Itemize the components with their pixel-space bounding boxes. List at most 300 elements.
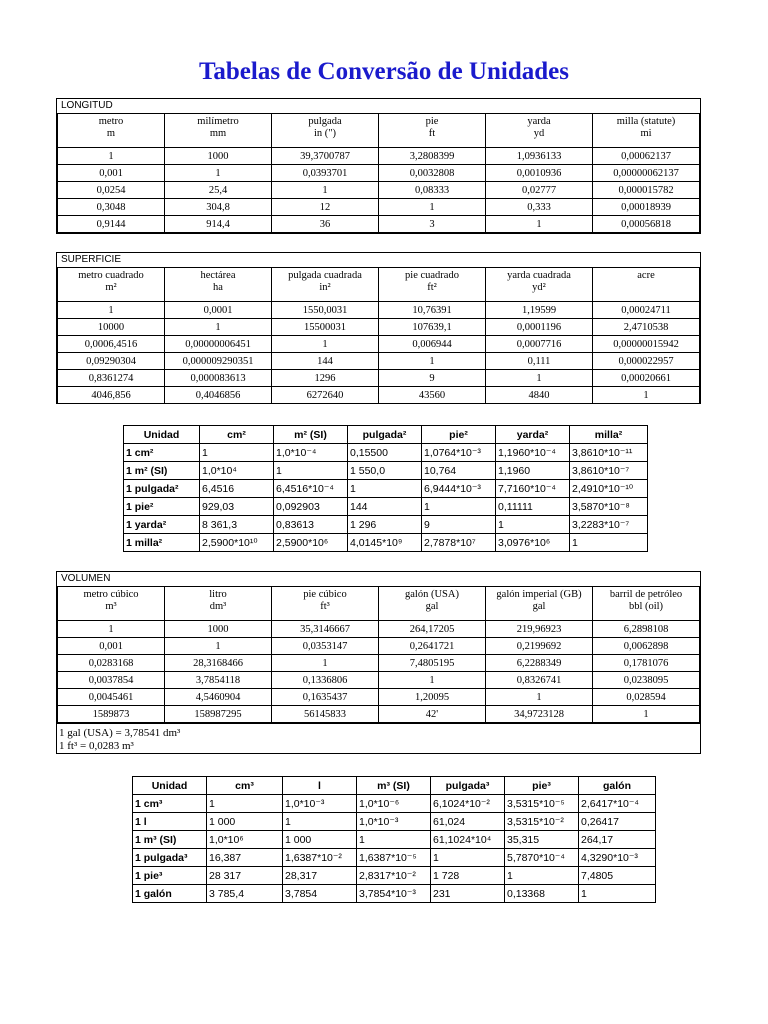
table-cell: 1 (505, 867, 579, 885)
column-header: pie² (422, 426, 496, 444)
table-cell: 0,001 (58, 638, 165, 655)
header-name: metro (98, 116, 124, 127)
header-name: pie cuadrado (405, 270, 459, 281)
column-header: m² (SI) (274, 426, 348, 444)
column-header (272, 268, 379, 302)
table-cell: 0,1635437 (272, 689, 379, 706)
table-row (133, 849, 656, 867)
table-cell: 0,0283168 (58, 655, 165, 672)
table-cell: 2,7878*10⁷ (422, 534, 496, 552)
table-cell: 1 (579, 885, 656, 903)
header-unit: dm³ (209, 601, 227, 612)
table-row (58, 319, 700, 336)
table-cell: 35,3146667 (272, 621, 379, 638)
table-cell: 56145833 (272, 706, 379, 723)
table-cell: 6,4516 (200, 480, 274, 498)
table-row (124, 498, 648, 516)
table-cell: 3 (379, 216, 486, 233)
table-cell: 10,76391 (379, 302, 486, 319)
table-cell: 3 785,4 (207, 885, 283, 903)
table-cell: 7,7160*10⁻⁴ (496, 480, 570, 498)
column-header (165, 587, 272, 621)
table-cell: 3,2808399 (379, 148, 486, 165)
header-name: acre (637, 270, 655, 281)
column-header: m³ (SI) (357, 777, 431, 795)
header-row (58, 268, 700, 302)
header-unit: ft (428, 128, 436, 139)
column-header: cm³ (207, 777, 283, 795)
table-cell: 4,3290*10⁻³ (579, 849, 656, 867)
table-row (133, 795, 656, 813)
table-cell: 34,9723128 (486, 706, 593, 723)
header-unit: bbl (oil) (628, 601, 664, 612)
table-cell: 0,0062898 (593, 638, 700, 655)
table-cell: 0,08333 (379, 182, 486, 199)
table-cell: 0,00018939 (593, 199, 700, 216)
table-cell: 2,6417*10⁻⁴ (579, 795, 656, 813)
header-name: metro cuadrado (78, 270, 144, 281)
header-name: litro (209, 589, 227, 600)
row-header: 1 m² (SI) (124, 462, 200, 480)
table-cell: 0,1336806 (272, 672, 379, 689)
table-cell: 0,0007716 (486, 336, 593, 353)
note-cubic-foot: 1 ft³ = 0,0283 m³ (59, 740, 134, 752)
column-header (272, 587, 379, 621)
note-gallon: 1 gal (USA) = 3,78541 dm³ (59, 727, 181, 739)
table-cell: 1 (274, 462, 348, 480)
table-cell: 0,02777 (486, 182, 593, 199)
column-header: galón (579, 777, 656, 795)
table-cell: 1296 (272, 370, 379, 387)
table-cell: 0,0238095 (593, 672, 700, 689)
table-cell: 1 (207, 795, 283, 813)
table-row (58, 199, 700, 216)
table-cell: 0,0010936 (486, 165, 593, 182)
volumen-table (56, 571, 701, 754)
section-label: VOLUMEN (61, 573, 111, 584)
table-cell: 0,09290304 (58, 353, 165, 370)
table-cell: 0,00000015942 (593, 336, 700, 353)
table-row (133, 867, 656, 885)
header-unit: mm (209, 128, 227, 139)
table-cell: 3,2283*10⁻⁷ (570, 516, 648, 534)
table-row (58, 148, 700, 165)
table-cell: 0,092903 (274, 498, 348, 516)
table-cell: 0,00024711 (593, 302, 700, 319)
table-cell: 1 (272, 336, 379, 353)
table-cell: 0,111 (486, 353, 593, 370)
table-cell: 1 (593, 387, 700, 404)
table-cell: 7,4805195 (379, 655, 486, 672)
table-cell: 61,024 (431, 813, 505, 831)
table-cell: 0,333 (486, 199, 593, 216)
column-header: yarda² (496, 426, 570, 444)
table-cell: 0,0045461 (58, 689, 165, 706)
table-cell: 6,2898108 (593, 621, 700, 638)
table-cell: 6,4516*10⁻⁴ (274, 480, 348, 498)
table-cell: 1 (422, 498, 496, 516)
table-cell: 0,0254 (58, 182, 165, 199)
table-cell: 0,000022957 (593, 353, 700, 370)
table-cell: 1,0936133 (486, 148, 593, 165)
table-cell: 16,387 (207, 849, 283, 867)
table-cell: 1 (58, 302, 165, 319)
table-cell: 1,20095 (379, 689, 486, 706)
table-cell: 36 (272, 216, 379, 233)
table-cell: 0,00062137 (593, 148, 700, 165)
table-cell: 0,000015782 (593, 182, 700, 199)
header-name: milla (statute) (616, 116, 676, 127)
table-cell: 0,83613 (274, 516, 348, 534)
longitud-table (56, 98, 701, 234)
table-cell: 0,00000062137 (593, 165, 700, 182)
column-header: l (283, 777, 357, 795)
table-cell: 1 (496, 516, 570, 534)
table-cell: 2,5900*10¹⁰ (200, 534, 274, 552)
superficie-table (56, 252, 701, 404)
table-cell: 1 (58, 148, 165, 165)
table-cell: 144 (348, 498, 422, 516)
table-cell: 1 728 (431, 867, 505, 885)
row-header: 1 pulgada² (124, 480, 200, 498)
column-header: pulgada² (348, 426, 422, 444)
table-cell: 43560 (379, 387, 486, 404)
column-header (593, 114, 700, 148)
table-cell: 0,26417 (579, 813, 656, 831)
column-header (379, 268, 486, 302)
header-unit: yd (533, 128, 545, 139)
column-header (486, 114, 593, 148)
row-header: 1 pie² (124, 498, 200, 516)
table-cell: 1,0764*10⁻³ (422, 444, 496, 462)
table-cell: 0,4046856 (165, 387, 272, 404)
table-cell: 264,17 (579, 831, 656, 849)
table-cell: 1 (283, 813, 357, 831)
header-unit: gal (425, 601, 439, 612)
table-row (124, 516, 648, 534)
volumen-grid (57, 586, 700, 723)
column-header: cm² (200, 426, 274, 444)
header-name: galón (USA) (405, 589, 459, 600)
table-cell: 1,0*10⁻³ (283, 795, 357, 813)
header-row (124, 426, 648, 444)
table-cell: 4,0145*10⁹ (348, 534, 422, 552)
column-header (165, 268, 272, 302)
table-cell: 39,3700787 (272, 148, 379, 165)
table-cell: 1000 (165, 621, 272, 638)
table-cell: 0,0001196 (486, 319, 593, 336)
table-cell: 1 000 (207, 813, 283, 831)
row-header: 1 pie³ (133, 867, 207, 885)
table-row (58, 370, 700, 387)
table-cell: 1 (348, 480, 422, 498)
header-unit: m³ (105, 601, 117, 612)
table-cell: 144 (272, 353, 379, 370)
header-unit: m (106, 128, 116, 139)
table-cell: 1 (200, 444, 274, 462)
table-cell: 1 (570, 534, 648, 552)
column-header (486, 268, 593, 302)
column-header (379, 114, 486, 148)
volume-conversion-table (132, 776, 656, 903)
area-conversion-table (123, 425, 648, 552)
table-row (133, 885, 656, 903)
table-row (58, 336, 700, 353)
table-cell: 1550,0031 (272, 302, 379, 319)
table-cell: 3,7854 (283, 885, 357, 903)
header-unit: in² (319, 282, 331, 293)
table-row (58, 182, 700, 199)
table-row (58, 655, 700, 672)
header-unit: in (") (313, 128, 337, 139)
table-cell: 1 (593, 706, 700, 723)
table-cell: 1,0*10⁻⁴ (274, 444, 348, 462)
table-cell: 914,4 (165, 216, 272, 233)
table-cell: 1,1960 (496, 462, 570, 480)
header-row (133, 777, 656, 795)
column-header: pie³ (505, 777, 579, 795)
header-name: pulgada cuadrada (288, 270, 362, 281)
table-cell: 0,00056818 (593, 216, 700, 233)
table-row (124, 444, 648, 462)
table-cell: 1589873 (58, 706, 165, 723)
section-label: LONGITUD (61, 100, 113, 111)
table-row (58, 638, 700, 655)
table-cell: 28,317 (283, 867, 357, 885)
column-header (58, 268, 165, 302)
column-header (593, 587, 700, 621)
table-cell: 1 (165, 638, 272, 655)
table-cell: 35,315 (505, 831, 579, 849)
header-name: pie cúbico (303, 589, 347, 600)
table-cell: 0,11111 (496, 498, 570, 516)
table-cell: 1,0*10⁻⁶ (357, 795, 431, 813)
section-label: SUPERFICIE (61, 254, 122, 265)
table-cell: 2,8317*10⁻² (357, 867, 431, 885)
table-cell: 0,006944 (379, 336, 486, 353)
table-cell: 1,1960*10⁻⁴ (496, 444, 570, 462)
table-cell: 1,19599 (486, 302, 593, 319)
table-cell: 0,001 (58, 165, 165, 182)
header-unit: ft³ (320, 601, 330, 612)
row-header: 1 galón (133, 885, 207, 903)
table-cell: 25,4 (165, 182, 272, 199)
table-cell: 0,2641721 (379, 638, 486, 655)
header-name: hectárea (200, 270, 236, 281)
table-cell: 1,0*10⁶ (207, 831, 283, 849)
table-cell: 1 (486, 370, 593, 387)
table-cell: 2,4710538 (593, 319, 700, 336)
table-cell: 0,8326741 (486, 672, 593, 689)
table-row (124, 534, 648, 552)
table-cell: 1 (165, 165, 272, 182)
column-header (272, 114, 379, 148)
header-unit: yd² (532, 282, 546, 293)
table-cell: 0,15500 (348, 444, 422, 462)
table-cell: 0,13368 (505, 885, 579, 903)
table-row (58, 387, 700, 404)
table-cell: 15500031 (272, 319, 379, 336)
table-cell: 28 317 (207, 867, 283, 885)
table-cell: 0,000009290351 (165, 353, 272, 370)
table-cell: 1000 (165, 148, 272, 165)
table-row (58, 353, 700, 370)
table-cell: 1 (272, 655, 379, 672)
column-header: Unidad (124, 426, 200, 444)
column-header (58, 114, 165, 148)
table-cell: 0,0001 (165, 302, 272, 319)
table-cell: 28,3168466 (165, 655, 272, 672)
header-row (58, 587, 700, 621)
column-header: pulgada³ (431, 777, 505, 795)
table-cell: 6,1024*10⁻² (431, 795, 505, 813)
column-header (593, 268, 700, 302)
row-header: 1 l (133, 813, 207, 831)
header-name: pulgada (308, 116, 342, 127)
table-cell: 2,5900*10⁶ (274, 534, 348, 552)
page-title: Tabelas de Conversão de Unidades (199, 58, 569, 85)
table-cell: 1 (486, 216, 593, 233)
table-cell: 1,0*10⁴ (200, 462, 274, 480)
table-cell: 0,0032808 (379, 165, 486, 182)
table-cell: 1 550,0 (348, 462, 422, 480)
table-cell: 929,03 (200, 498, 274, 516)
table-cell: 0,00000006451 (165, 336, 272, 353)
table-cell: 0,3048 (58, 199, 165, 216)
table-cell: 8 361,3 (200, 516, 274, 534)
table-cell: 1 (165, 319, 272, 336)
longitud-grid (57, 113, 700, 233)
header-unit: ft² (427, 282, 437, 293)
table-cell: 0,0037854 (58, 672, 165, 689)
table-row (124, 480, 648, 498)
table-cell: 3,5870*10⁻⁸ (570, 498, 648, 516)
header-row (58, 114, 700, 148)
column-header: milla² (570, 426, 648, 444)
table-cell: 0,2199692 (486, 638, 593, 655)
table-cell: 219,96923 (486, 621, 593, 638)
table-cell: 1 (379, 199, 486, 216)
header-name: pie (425, 116, 439, 127)
row-header: 1 pulgada³ (133, 849, 207, 867)
header-unit: gal (532, 601, 546, 612)
table-row (58, 621, 700, 638)
row-header: 1 cm³ (133, 795, 207, 813)
table-cell: 107639,1 (379, 319, 486, 336)
header-unit: m² (105, 282, 117, 293)
header-unit: mi (640, 128, 652, 139)
table-row (58, 689, 700, 706)
table-cell: 1 (379, 353, 486, 370)
header-name: milímetro (197, 116, 239, 127)
row-header: 1 cm² (124, 444, 200, 462)
row-header: 1 m³ (SI) (133, 831, 207, 849)
table-cell: 10000 (58, 319, 165, 336)
table-cell: 1 (272, 182, 379, 199)
table-cell: 1 (486, 689, 593, 706)
table-row (58, 706, 700, 723)
volumen-notes (57, 723, 700, 753)
table-row (58, 216, 700, 233)
table-cell: 0,8361274 (58, 370, 165, 387)
column-header (165, 114, 272, 148)
table-cell: 0,0006,4516 (58, 336, 165, 353)
column-header (58, 587, 165, 621)
column-header: Unidad (133, 777, 207, 795)
table-row (58, 165, 700, 182)
header-name: metro cúbico (83, 589, 139, 600)
table-cell: 9 (422, 516, 496, 534)
table-cell: 0,028594 (593, 689, 700, 706)
table-cell: 1 296 (348, 516, 422, 534)
table-cell: 231 (431, 885, 505, 903)
table-cell: 42' (379, 706, 486, 723)
table-cell: 1,6387*10⁻⁵ (357, 849, 431, 867)
table-cell: 6,2288349 (486, 655, 593, 672)
table-cell: 0,0393701 (272, 165, 379, 182)
header-name: barril de petróleo (609, 589, 683, 600)
table-cell: 6,9444*10⁻³ (422, 480, 496, 498)
table-cell: 3,7854*10⁻³ (357, 885, 431, 903)
table-cell: 61,1024*10⁴ (431, 831, 505, 849)
table-cell: 4840 (486, 387, 593, 404)
table-cell: 264,17205 (379, 621, 486, 638)
table-cell: 3,7854118 (165, 672, 272, 689)
table-cell: 7,4805 (579, 867, 656, 885)
table-cell: 3,5315*10⁻⁵ (505, 795, 579, 813)
header-name: yarda (527, 116, 551, 127)
header-name: galón imperial (GB) (496, 589, 582, 600)
table-cell: 1 (431, 849, 505, 867)
table-cell: 3,0976*10⁶ (496, 534, 570, 552)
column-header (379, 587, 486, 621)
superficie-grid (57, 267, 700, 404)
table-cell: 0,0353147 (272, 638, 379, 655)
table-cell: 158987295 (165, 706, 272, 723)
table-row (124, 462, 648, 480)
table-row (133, 831, 656, 849)
table-cell: 4046,856 (58, 387, 165, 404)
table-cell: 1 (357, 831, 431, 849)
header-name: yarda cuadrada (507, 270, 571, 281)
table-cell: 3,8610*10⁻¹¹ (570, 444, 648, 462)
table-cell: 2,4910*10⁻¹⁰ (570, 480, 648, 498)
table-cell: 0,00020661 (593, 370, 700, 387)
table-cell: 1 (379, 672, 486, 689)
table-cell: 3,5315*10⁻² (505, 813, 579, 831)
table-cell: 0,000083613 (165, 370, 272, 387)
table-cell: 304,8 (165, 199, 272, 216)
table-cell: 1,0*10⁻³ (357, 813, 431, 831)
table-cell: 1,6387*10⁻² (283, 849, 357, 867)
table-cell: 0,1781076 (593, 655, 700, 672)
table-cell: 6272640 (272, 387, 379, 404)
header-unit: ha (213, 282, 223, 293)
table-cell: 5,7870*10⁻⁴ (505, 849, 579, 867)
table-cell: 4,5460904 (165, 689, 272, 706)
table-cell: 1 000 (283, 831, 357, 849)
table-cell: 0,9144 (58, 216, 165, 233)
table-cell: 12 (272, 199, 379, 216)
table-cell: 3,8610*10⁻⁷ (570, 462, 648, 480)
table-cell: 1 (58, 621, 165, 638)
table-cell: 10,764 (422, 462, 496, 480)
row-header: 1 milla² (124, 534, 200, 552)
column-header (486, 587, 593, 621)
table-row (133, 813, 656, 831)
table-row (58, 672, 700, 689)
table-row (58, 302, 700, 319)
